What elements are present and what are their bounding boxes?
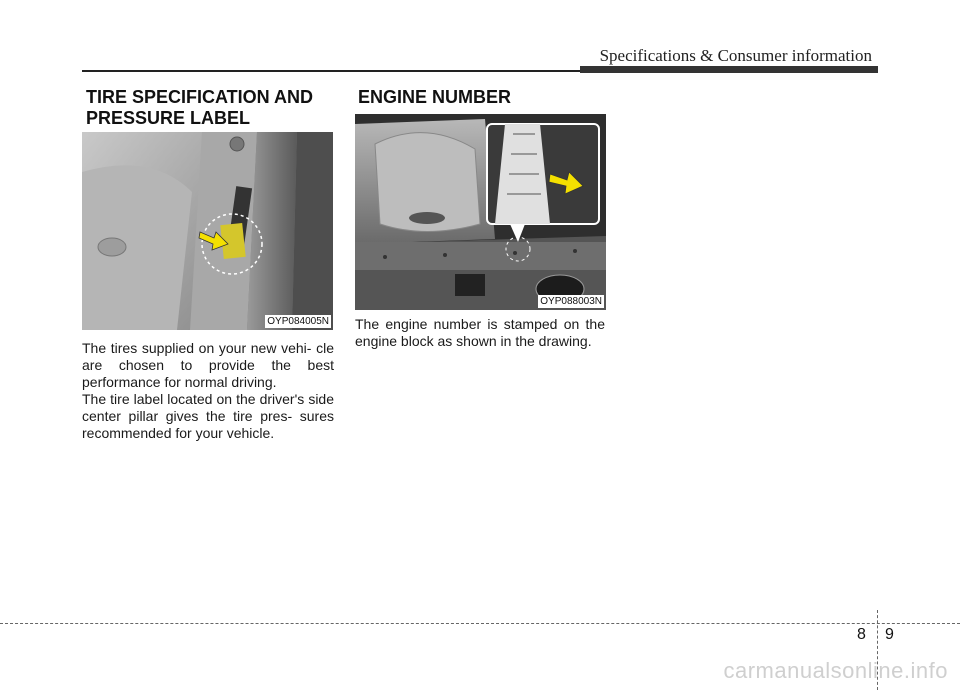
paragraph-tires-supplied: The tires supplied on your new vehi- cle are chosen to provide the best performance for normal driving. [82, 340, 334, 390]
paragraph-engine-number: The engine number is stamped on the engine block as shown in the drawing. [355, 316, 605, 349]
section-title-engine-number: ENGINE NUMBER [358, 87, 512, 107]
page-number: 9 [885, 626, 894, 643]
tire-label-illustration [82, 132, 333, 330]
paragraph-tire-label-location: The tire label located on the driver's side center pillar gives the tire pres- sures recommended for your vehicle. [82, 391, 334, 441]
footer-rule [0, 623, 960, 624]
figure-caption: OYP088003N [540, 296, 602, 307]
watermark: carmanualsonline.info [723, 658, 948, 683]
engine-bay-illustration [355, 114, 606, 310]
header-title: Specifications & Consumer information [599, 46, 872, 65]
section-title-tire-label: TIRE SPECIFICATION AND PRESSURE LABEL [86, 87, 314, 128]
figure-engine-number [355, 114, 606, 310]
figure-caption: OYP084005N [267, 316, 329, 327]
chapter-number: 8 [857, 626, 866, 643]
figure-tire-label [82, 132, 333, 330]
header-rule-accent [580, 66, 878, 73]
